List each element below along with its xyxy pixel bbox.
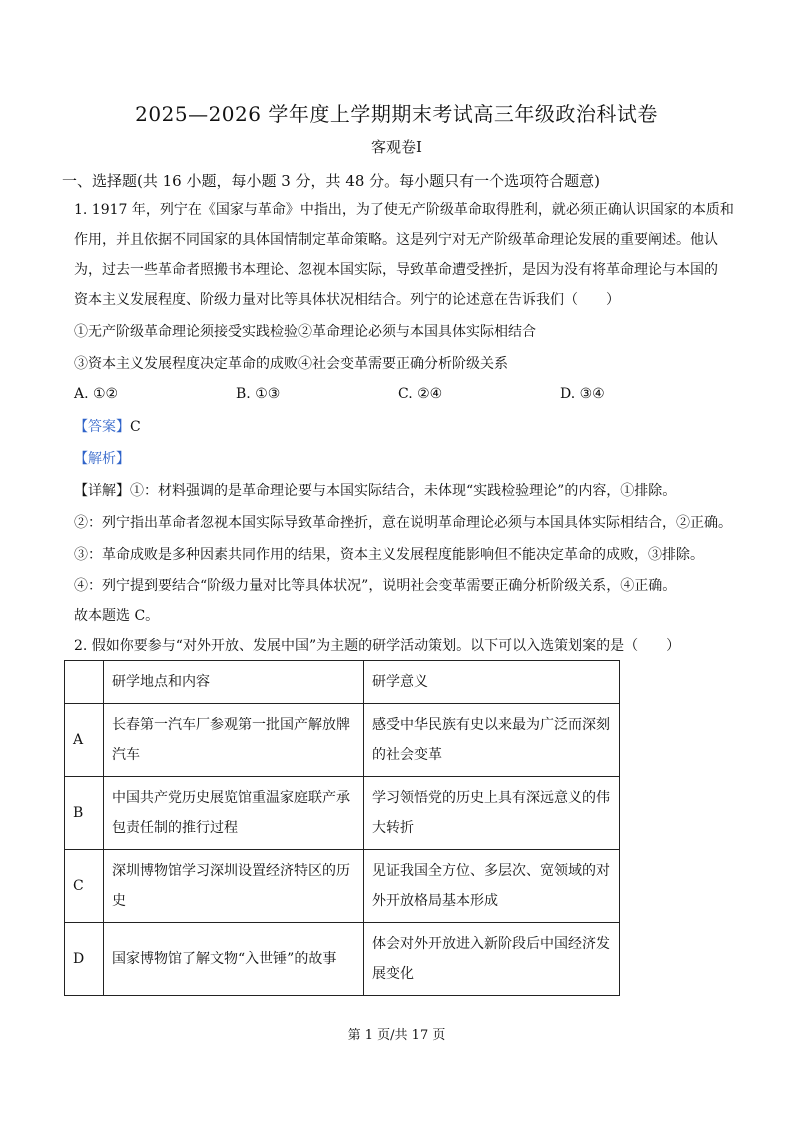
page-footer: 第 1 页/共 17 页: [347, 1028, 446, 1043]
q1-statements-line-1: ①无产阶级革命理论须接受实践检验②革命理论必须与本国具体实际相结合: [74, 324, 536, 340]
q1-option-b: B. ①③: [236, 386, 281, 402]
q1-option-a: A. ①②: [74, 386, 119, 402]
cell-line: 包责任制的推行过程: [112, 820, 238, 836]
meaning-cell: [364, 704, 620, 777]
q1-detail-line-3: ③：革命成败是多种因素共同作用的结果，资本主义发展程度能影响但不能决定革命的成败，③排除。: [74, 547, 704, 563]
row-label: B: [65, 777, 104, 850]
detail-text: ①：材料强调的是革命理论要与本国实际结合，未体现“实践检验理论”的内容，①排除。: [130, 483, 677, 499]
row-label: D: [65, 923, 104, 996]
section-heading: 一、选择题(共 16 小题，每小题 3 分，共 48 分。每小题只有一个选项符合题意): [62, 172, 601, 190]
cell-line: 感受中华民族有史以来最为广泛而深刻: [372, 717, 610, 733]
cell-line: 大转折: [372, 820, 414, 836]
place-cell: [104, 850, 364, 923]
q1-detail-line-2: ②：列宁指出革命者忽视本国实际导致革命挫折，意在说明革命理论必须与本国具体实际相结合，②正确。: [74, 515, 732, 531]
analysis-tag: 【解析】: [74, 451, 130, 467]
q1-stem-line-2: 作用，并且依据不同国家的具体国情制定革命策略。这是列宁对无产阶级革命理论发展的重要阐述。他认: [74, 232, 718, 248]
cell-line: 体会对外开放进入新阶段后中国经济发: [372, 936, 610, 952]
place-cell: [104, 704, 364, 777]
meaning-cell: [364, 923, 620, 996]
q1-answer: [74, 417, 141, 437]
place-cell: [104, 923, 364, 996]
cell-line: 展变化: [372, 966, 414, 982]
answer-value: C: [130, 419, 141, 435]
table-header-cell: 研学意义: [364, 661, 620, 704]
cell-line: 史: [112, 893, 126, 909]
table-header-row: [65, 661, 620, 704]
section-subtitle: 客观卷Ⅰ: [371, 138, 422, 156]
table-header-cell: 研学地点和内容: [104, 661, 364, 704]
q1-option-c: C. ②④: [398, 386, 443, 402]
cell-line: 国家博物馆了解文物“入世锤”的故事: [112, 951, 337, 967]
meaning-cell: [364, 850, 620, 923]
cell-line: 的社会变革: [372, 747, 442, 763]
cell-line: 学习领悟党的历史上具有深远意义的伟: [372, 790, 610, 806]
cell-line: 深圳博物馆学习深圳设置经济特区的历: [112, 863, 350, 879]
q1-analysis: [74, 449, 130, 469]
table-row: [65, 923, 620, 996]
table-row: [65, 850, 620, 923]
q1-statements-line-2: ③资本主义发展程度决定革命的成败④社会变革需要正确分析阶级关系: [74, 356, 508, 372]
detail-tag: 【详解】: [74, 483, 130, 499]
table-row: [65, 777, 620, 850]
q2-table: [64, 660, 620, 996]
table-header-cell: [65, 661, 104, 704]
cell-line: 中国共产党历史展览馆重温家庭联产承: [112, 790, 350, 806]
q1-conclusion: 故本题选 C。: [74, 608, 160, 624]
q1-stem-line-4: 资本主义发展程度、阶级力量对比等具体状况相结合。列宁的论述意在告诉我们（ ）: [74, 292, 620, 308]
q2-stem: 2. 假如你要参与“对外开放、发展中国”为主题的研学活动策划。以下可以入选策划案的是（ ）: [74, 638, 681, 654]
table-row: [65, 704, 620, 777]
row-label: C: [65, 850, 104, 923]
q1-option-d: D. ③④: [560, 386, 605, 402]
page-title: 2025—2026 学年度上学期期末考试高三年级政治科试卷: [135, 102, 658, 126]
answer-tag: 【答案】: [74, 419, 130, 435]
q1-stem-line-1: 1. 1917 年，列宁在《国家与革命》中指出，为了使无产阶级革命取得胜利，就必须正确认识国家的本质和: [74, 202, 734, 218]
q1-stem-line-3: 为，过去一些革命者照搬书本理论、忽视本国实际，导致革命遭受挫折，是因为没有将革命理论与本国的: [74, 262, 718, 278]
q1-detail-line-1: [74, 481, 676, 501]
cell-line: 外开放格局基本形成: [372, 893, 498, 909]
cell-line: 见证我国全方位、多层次、宽领域的对: [372, 863, 610, 879]
cell-line: 汽车: [112, 747, 140, 763]
cell-line: 长春第一汽车厂参观第一批国产解放牌: [112, 717, 350, 733]
row-label: A: [65, 704, 104, 777]
meaning-cell: [364, 777, 620, 850]
q1-detail-line-4: ④：列宁提到要结合“阶级力量对比等具体状况”，说明社会变革需要正确分析阶级关系，④正确。: [74, 578, 677, 594]
place-cell: [104, 777, 364, 850]
